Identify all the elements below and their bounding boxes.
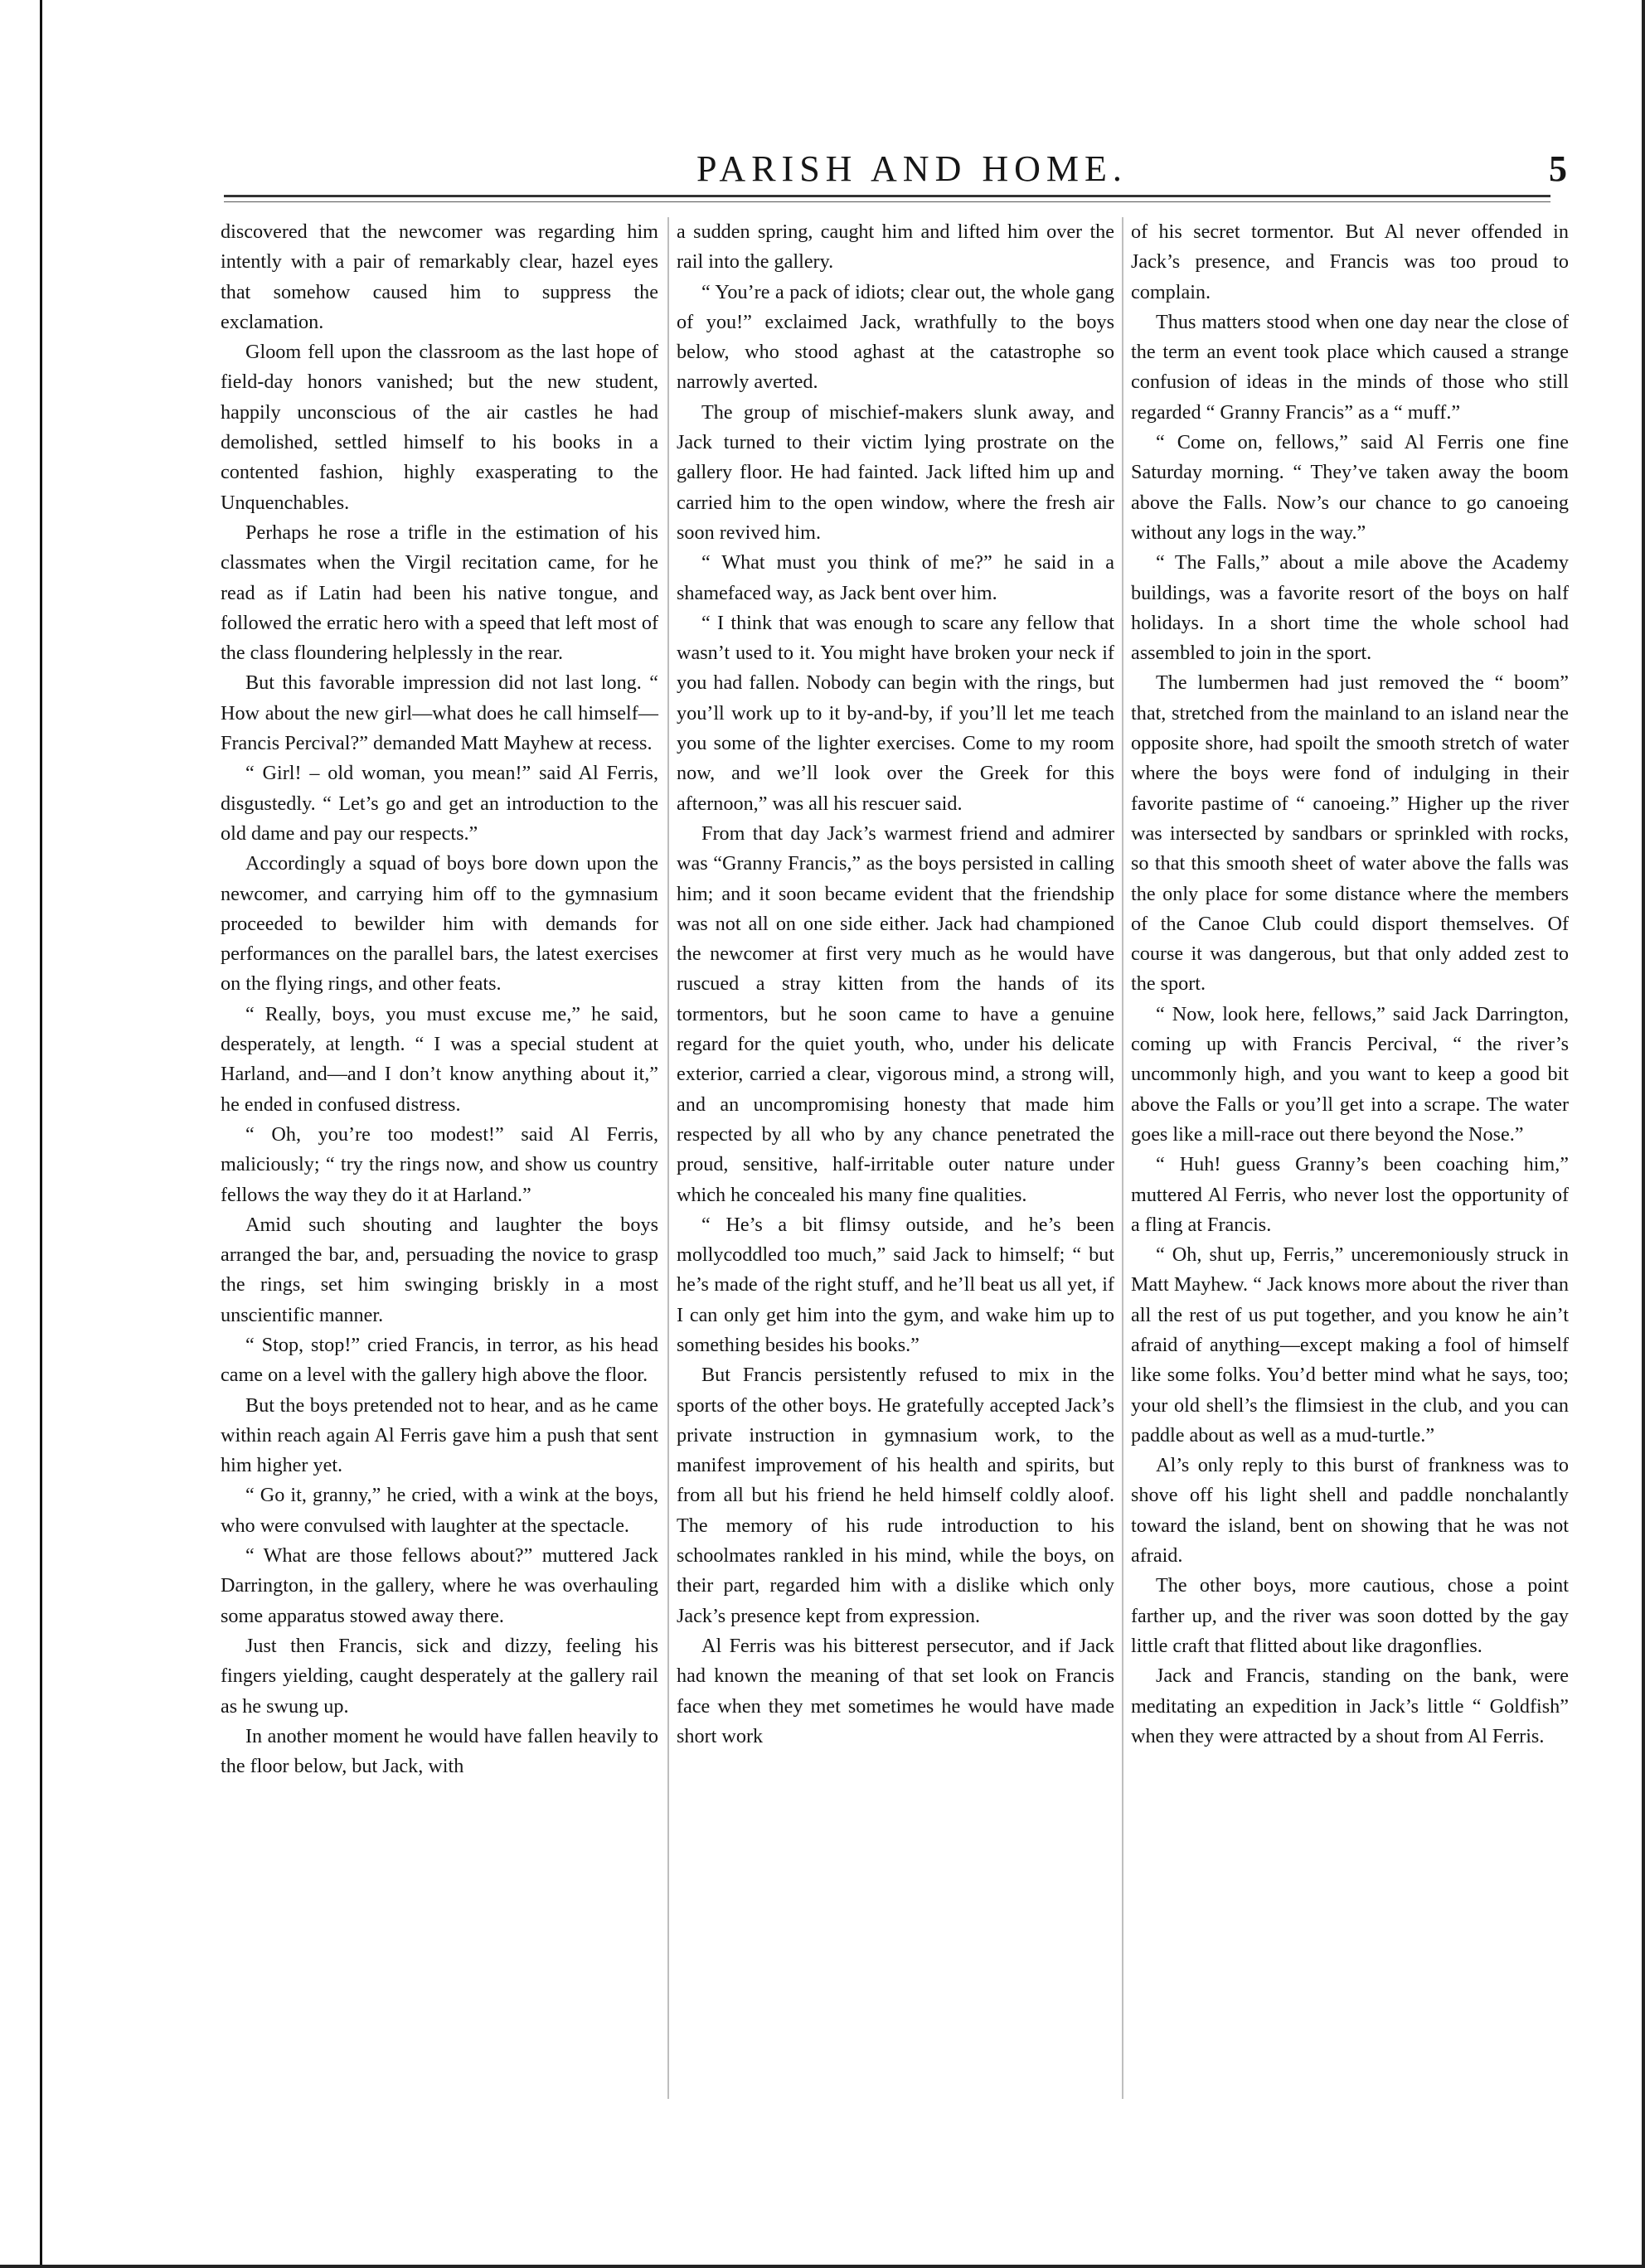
paragraph: Jack and Francis, standing on the bank, were meditating an expedition in Jack’s little “ Goldfish” when they were attracted by a shout from Al Ferris. (1131, 1665, 1569, 1747)
text-column-3 (1131, 217, 1569, 1752)
paragraph: “ Go it, granny,” he cried, with a wink at the boys, who were convulsed with laughter at the spectacle. (221, 1484, 658, 1537)
paragraph: Gloom fell upon the classroom as the last hope of field-day honors vanished; but the new student, happily unconscious of the air castles he had demolished, settled himself to his books in a contented fashion, highly exasperating to the Unquenchables. (221, 341, 658, 514)
paragraph: “ You’re a pack of idiots; clear out, the whole gang of you!” exclaimed Jack, wrathfully to the boys below, who stood aghast at the catastrophe so narrowly averted. (677, 280, 1114, 394)
paragraph: discovered that the newcomer was regarding him intently with a pair of remarkably clear, hazel eyes that somehow caused him to suppress the exclamation. (221, 220, 658, 333)
scan-border-left (40, 0, 42, 2268)
text-column-2 (677, 217, 1114, 1752)
paragraph: In another moment he would have fallen heavily to the floor below, but Jack, with (221, 1724, 658, 1778)
paragraph: Perhaps he rose a trifle in the estimation of his classmates when the Virgil recitation came, for he read as if Latin had been his native tongue, and followed the erratic hero with a speed that left most of the class floundering helplessly in the rear. (221, 521, 658, 665)
paragraph: “ Now, look here, fellows,” said Jack Darrington, coming up with Francis Percival, “ the river’s uncommonly high, and you want to keep a good bit above the Falls or you’ll get into a scrape. The water goes like a mill-race out there beyond the Nose.” (1131, 1002, 1569, 1146)
column-divider (1122, 217, 1123, 2099)
header-rule-thin (224, 201, 1550, 202)
header-rule (224, 195, 1550, 197)
paragraph: “ Come on, fellows,” said Al Ferris one fine Saturday morning. “ They’ve taken away the boom above the Falls. Now’s our chance to go canoeing without any logs in the way.” (1131, 431, 1569, 544)
paragraph: “ What are those fellows about?” muttered Jack Darrington, in the gallery, where he was overhauling some apparatus stowed away there. (221, 1544, 658, 1627)
paragraph: Accordingly a squad of boys bore down upon the newcomer, and carrying him off to the gymnasium proceeded to bewilder him with demands for performances on the parallel bars, the latest exercises on the flying rings, and other feats. (221, 852, 658, 996)
paragraph: “ Girl! – old woman, you mean!” said Al Ferris, disgustedly. “ Let’s go and get an introduction to the old dame and pay our respects.” (221, 762, 658, 845)
paragraph: “ Huh! guess Granny’s been coaching him,” muttered Al Ferris, who never lost the opportunity of a fling at Francis. (1131, 1153, 1569, 1236)
paragraph: of his secret tormentor. But Al never offended in Jack’s presence, and Francis was too proud to complain. (1131, 220, 1569, 303)
paragraph: The other boys, more cautious, chose a point farther up, and the river was soon dotted by the gay little craft that flitted about like dragonflies. (1131, 1574, 1569, 1657)
page-number: 5 (1549, 148, 1567, 189)
paragraph: Just then Francis, sick and dizzy, feeling his fingers yielding, caught desperately at the gallery rail as he swung up. (221, 1634, 658, 1718)
paragraph: “ Stop, stop!” cried Francis, in terror, as his head came on a level with the gallery high above the floor. (221, 1333, 658, 1387)
paragraph: “ Oh, shut up, Ferris,” unceremoniously struck in Matt Mayhew. “ Jack knows more about the river than all the rest of us put together, and you know he ain’t afraid of anything—except making a fool of himself like some folks. You’d better mind what he says, too; your old shell’s the flimsiest in the club, and you can paddle about as well as a mud-turtle.” (1131, 1243, 1569, 1447)
paragraph: Amid such shouting and laughter the boys arranged the bar, and, persuading the novice to grasp the rings, set him swinging briskly in a most unscientific manner. (221, 1213, 658, 1326)
paragraph: The group of mischief-makers slunk away, and Jack turned to their victim lying prostrate on the gallery floor. He had fainted. Jack lifted him up and carried him to the open window, where the fresh air soon revived him. (677, 400, 1114, 544)
paragraph: But Francis persistently refused to mix in the sports of the other boys. He gratefully accepted Jack’s private instruction in gymnasium work, to the manifest improvement of his health and spirits, but from all but his friend he held himself coldly aloof. The memory of his rude introduction to his schoolmates rankled in his mind, while the boys, on their part, regarded him with a dislike which only Jack’s presence kept from expression. (677, 1364, 1114, 1627)
paragraph: From that day Jack’s warmest friend and admirer was “Granny Francis,” as the boys persisted in calling him; and it soon became evident that the friendship was not all on one side either. Jack had championed the newcomer at first very much as he would have ruscued a stray kitten from the hands of its tormentors, but he soon came to have a genuine regard for the quiet youth, who, under his delicate exterior, carried a clear, vigorous mind, a strong will, and an uncompromising honesty that made him respected by all who by any chance penetrated the proud, sensitive, half-irritable outer nature under which he concealed his many fine qualities. (677, 821, 1114, 1206)
paragraph: Thus matters stood when one day near the close of the term an event took place which caused a strange confusion of ideas in the minds of those who still regarded “ Granny Francis” as a “ muff.” (1131, 310, 1569, 424)
paragraph: “ What must you think of me?” he said in a shamefaced way, as Jack bent over him. (677, 551, 1114, 604)
running-title: PARISH AND HOME. (696, 148, 1128, 189)
paragraph: “ The Falls,” about a mile above the Academy buildings, was a favorite resort of the boys on half holidays. In a short time the whole school had assembled to join in the sport. (1131, 551, 1569, 665)
paragraph: Al’s only reply to this burst of frankness was to shove off his light shell and paddle nonchalantly toward the island, bent on showing that he was not afraid. (1131, 1454, 1569, 1568)
paragraph: “ Oh, you’re too modest!” said Al Ferris, maliciously; “ try the rings now, and show us country fellows the way they do it at Harland.” (221, 1122, 658, 1206)
paragraph: But the boys pretended not to hear, and as he came within reach again Al Ferris gave him a push that sent him higher yet. (221, 1393, 658, 1477)
paragraph: “ I think that was enough to scare any fellow that wasn’t used to it. You might have broken your neck if you had fallen. Nobody can begin with the rings, but you’ll work up to it by-and-by, if you’ll let me teach you some of the lighter exercises. Come to my room now, and we’ll look over the Greek for this afternoon,” was all his rescuer said. (677, 611, 1114, 815)
paragraph: “ Really, boys, you must excuse me,” he said, desperately, at length. “ I was a special student at Harland, and—and I don’t know anything about it,” he ended in confused distress. (221, 1002, 658, 1116)
column-divider (667, 217, 669, 2099)
text-column-1 (221, 217, 658, 1781)
scan-border-bottom (0, 2265, 1645, 2268)
paragraph: “ He’s a bit flimsy outside, and he’s been mollycoddled too much,” said Jack to himself; “ but he’s made of the right stuff, and he’ll beat us all yet, if I can only get him into the gym, and wake him up to something besides his books.” (677, 1213, 1114, 1356)
paragraph: The lumbermen had just removed the “ boom” that, stretched from the mainland to an island near the opposite shore, had spoilt the smooth stretch of water where the boys were fond of indulging in their favorite pastime of “ canoeing.” Higher up the river was intersected by sandbars or sprinkled with rocks, so that this smooth sheet of water above the falls was the only place for some distance where the members of the Canoe Club could disport themselves. Of course it was dangerous, but that only added zest to the sport. (1131, 671, 1569, 996)
paragraph: But this favorable impression did not last long. “ How about the new girl—what does he call himself—Francis Percival?” demanded Matt Mayhew at recess. (221, 671, 658, 755)
paragraph: a sudden spring, caught him and lifted him over the rail into the gallery. (677, 220, 1114, 274)
paragraph: Al Ferris was his bitterest persecutor, and if Jack had known the meaning of that set look on Francis face when they met sometimes he would have made short work (677, 1634, 1114, 1747)
page-header (224, 148, 1567, 197)
scan-border-right (1642, 0, 1645, 2268)
